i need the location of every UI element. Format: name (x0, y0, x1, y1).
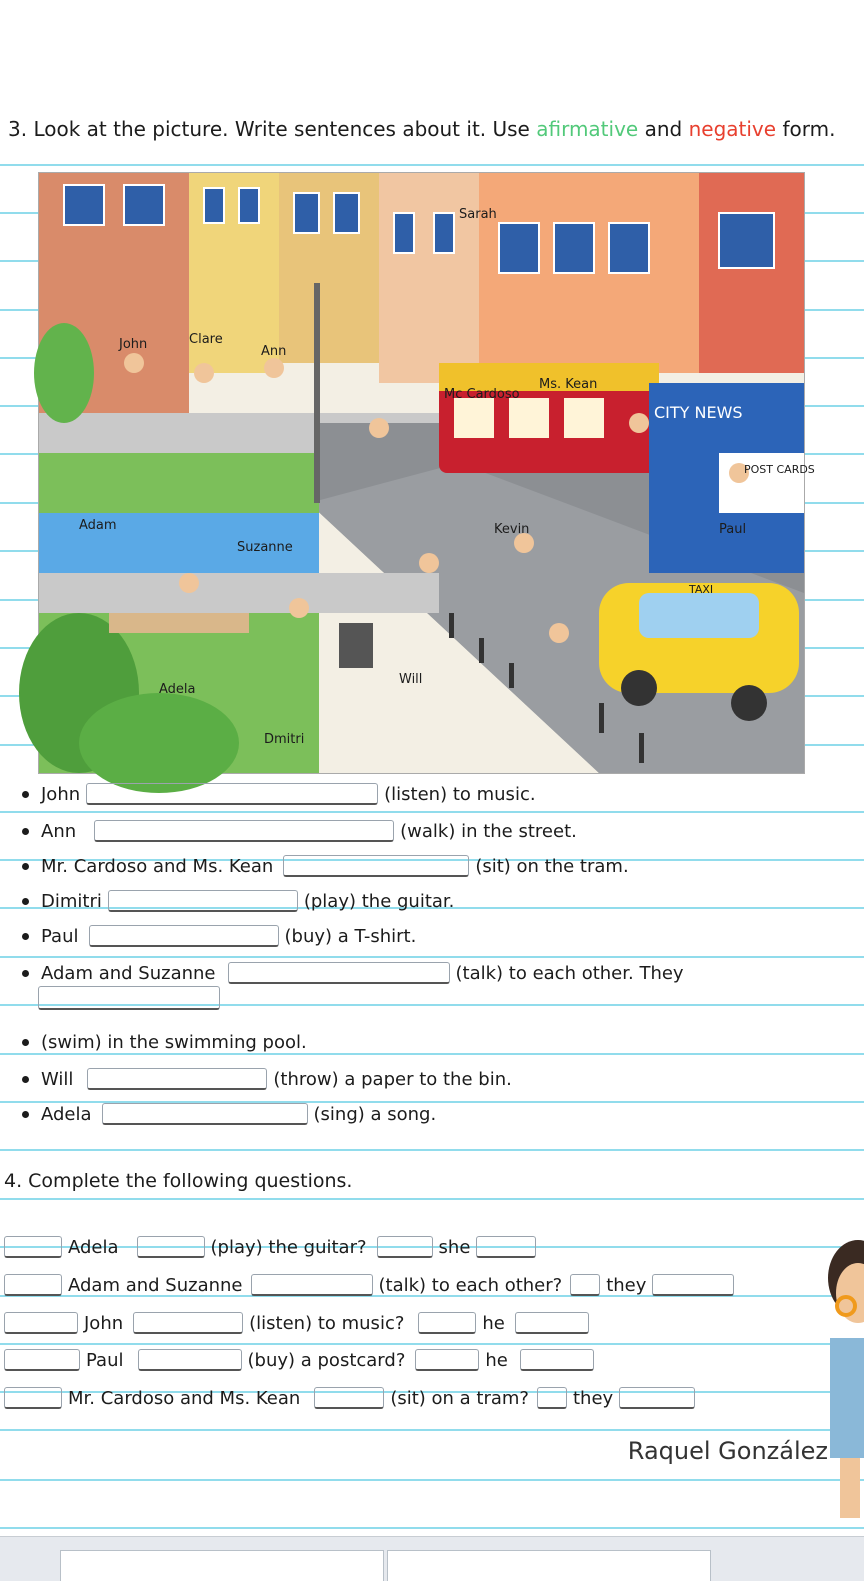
bullet (22, 1076, 29, 1083)
label-paul: Paul (719, 522, 747, 537)
label-post-cards: POST CARDS (744, 463, 815, 476)
answer-box[interactable] (87, 1068, 267, 1090)
bullet (22, 898, 29, 905)
ex3-row-9 (0, 1103, 436, 1125)
ex3-rest: (play) the guitar. (303, 891, 455, 912)
answer-box[interactable] (228, 962, 450, 984)
ex4-verb: (talk) to each other? (378, 1275, 563, 1296)
label-ann: Ann (261, 344, 287, 359)
answer-box[interactable] (520, 1349, 594, 1371)
ex4-pronoun: she (438, 1237, 471, 1258)
answer-box[interactable] (418, 1312, 476, 1334)
ex3-row-1 (0, 783, 536, 805)
label-sarah: Sarah (459, 207, 497, 222)
ex3-rest: (walk) in the street. (400, 821, 577, 842)
ex3-rest: (sit) on the tram. (475, 856, 629, 877)
label-adela: Adela (159, 682, 196, 697)
ex4-pronoun: they (573, 1388, 614, 1409)
ex3-subject: Paul (41, 926, 79, 947)
bottom-tab-right[interactable] (387, 1550, 711, 1581)
form-word: form. (782, 117, 836, 141)
label-kevin: Kevin (494, 522, 530, 537)
answer-box[interactable] (108, 890, 298, 912)
label-clare: Clare (189, 332, 223, 347)
ex3-subject: Dimitri (41, 891, 102, 912)
ex4-verb: (play) the guitar? (210, 1237, 367, 1258)
label-dmitri: Dmitri (264, 732, 305, 747)
label-ms-kean: Ms. Kean (539, 377, 598, 392)
label-adam: Adam (79, 518, 117, 533)
answer-box[interactable] (102, 1103, 308, 1125)
ex3-subject: Adela (41, 1104, 92, 1125)
ex3-row-6-continued (32, 986, 226, 1010)
street-scene-drawing (39, 173, 815, 773)
bullet (22, 828, 29, 835)
ex3-subject: Ann (41, 821, 77, 842)
answer-box[interactable] (537, 1387, 567, 1409)
bullet (22, 933, 29, 940)
ex4-subject: Adela (68, 1237, 119, 1258)
answer-box[interactable] (314, 1387, 384, 1409)
ex3-rest: (talk) to each other. They (455, 963, 684, 984)
ex3-rest: (buy) a T-shirt. (284, 926, 417, 947)
section-4-heading: 4. Complete the following questions. (4, 1170, 353, 1192)
ex4-subject: Paul (86, 1350, 124, 1371)
ex4-row-1 (0, 1236, 542, 1258)
label-mc-cardoso: Mc Cardoso (444, 387, 520, 402)
ex3-row-7 (0, 1032, 307, 1053)
ex3-row-3 (0, 855, 629, 877)
ex3-subject: Will (41, 1069, 74, 1090)
answer-box[interactable] (476, 1236, 536, 1258)
answer-box[interactable] (4, 1236, 62, 1258)
ex4-verb: (buy) a postcard? (247, 1350, 406, 1371)
answer-box[interactable] (94, 820, 394, 842)
answer-box[interactable] (570, 1274, 600, 1296)
answer-box[interactable] (4, 1274, 62, 1296)
ex4-row-2 (0, 1274, 740, 1296)
answer-box[interactable] (251, 1274, 373, 1296)
answer-box[interactable] (415, 1349, 479, 1371)
bullet (22, 1039, 29, 1046)
ex3-row-6 (0, 962, 684, 984)
ex4-subject: Adam and Suzanne (68, 1275, 243, 1296)
answer-box[interactable] (515, 1312, 589, 1334)
ex4-pronoun: they (606, 1275, 647, 1296)
answer-box[interactable] (4, 1387, 62, 1409)
bullet (22, 791, 29, 798)
ex4-pronoun: he (482, 1313, 505, 1334)
ex3-subject: Adam and Suzanne (41, 963, 216, 984)
section-3-heading (8, 117, 835, 141)
answer-box[interactable] (86, 783, 378, 805)
ex3-subject: Mr. Cardoso and Ms. Kean (41, 856, 274, 877)
label-suzanne: Suzanne (237, 540, 293, 555)
ex3-rest: (swim) in the swimming pool. (41, 1032, 307, 1053)
section-number: 3. (8, 117, 28, 141)
answer-box[interactable] (652, 1274, 734, 1296)
negative-word: negative (688, 117, 777, 141)
ex4-subject: Mr. Cardoso and Ms. Kean (68, 1388, 301, 1409)
bottom-tab-left[interactable] (60, 1550, 384, 1581)
and-word: and (644, 117, 683, 141)
answer-box[interactable] (4, 1349, 80, 1371)
answer-box[interactable] (38, 986, 220, 1010)
ex3-row-8 (0, 1068, 512, 1090)
author-signature: Raquel González (627, 1437, 828, 1465)
bullet (22, 863, 29, 870)
teacher-avatar (820, 1238, 864, 1518)
ex4-pronoun: he (485, 1350, 508, 1371)
bullet (22, 970, 29, 977)
ex3-rest: (listen) to music. (384, 784, 536, 805)
answer-box[interactable] (133, 1312, 243, 1334)
ex3-subject: John (41, 784, 81, 805)
affirmative-word: afirmative (536, 117, 639, 141)
heading-text: Look at the picture. Write sentences about it. Use (33, 117, 530, 141)
answer-box[interactable] (283, 855, 469, 877)
ex3-row-4 (0, 890, 454, 912)
answer-box[interactable] (377, 1236, 433, 1258)
answer-box[interactable] (89, 925, 279, 947)
ex3-rest: (throw) a paper to the bin. (273, 1069, 512, 1090)
label-city-news: CITY NEWS (654, 403, 743, 422)
answer-box[interactable] (138, 1349, 242, 1371)
ex4-row-5 (0, 1387, 701, 1409)
label-will: Will (399, 672, 423, 687)
bullet (22, 1111, 29, 1118)
answer-box[interactable] (619, 1387, 695, 1409)
ex3-row-2 (0, 820, 577, 842)
ex4-verb: (sit) on a tram? (390, 1388, 529, 1409)
street-illustration (38, 172, 815, 774)
answer-box[interactable] (4, 1312, 78, 1334)
ex4-row-4 (0, 1349, 600, 1371)
ex3-row-5 (0, 925, 416, 947)
ex4-verb: (listen) to music? (249, 1313, 405, 1334)
ex4-subject: John (84, 1313, 124, 1334)
answer-box[interactable] (137, 1236, 205, 1258)
label-john: John (119, 337, 148, 352)
ex4-row-3 (0, 1312, 595, 1334)
label-taxi: TAXI (689, 583, 714, 596)
ex3-rest: (sing) a song. (313, 1104, 437, 1125)
